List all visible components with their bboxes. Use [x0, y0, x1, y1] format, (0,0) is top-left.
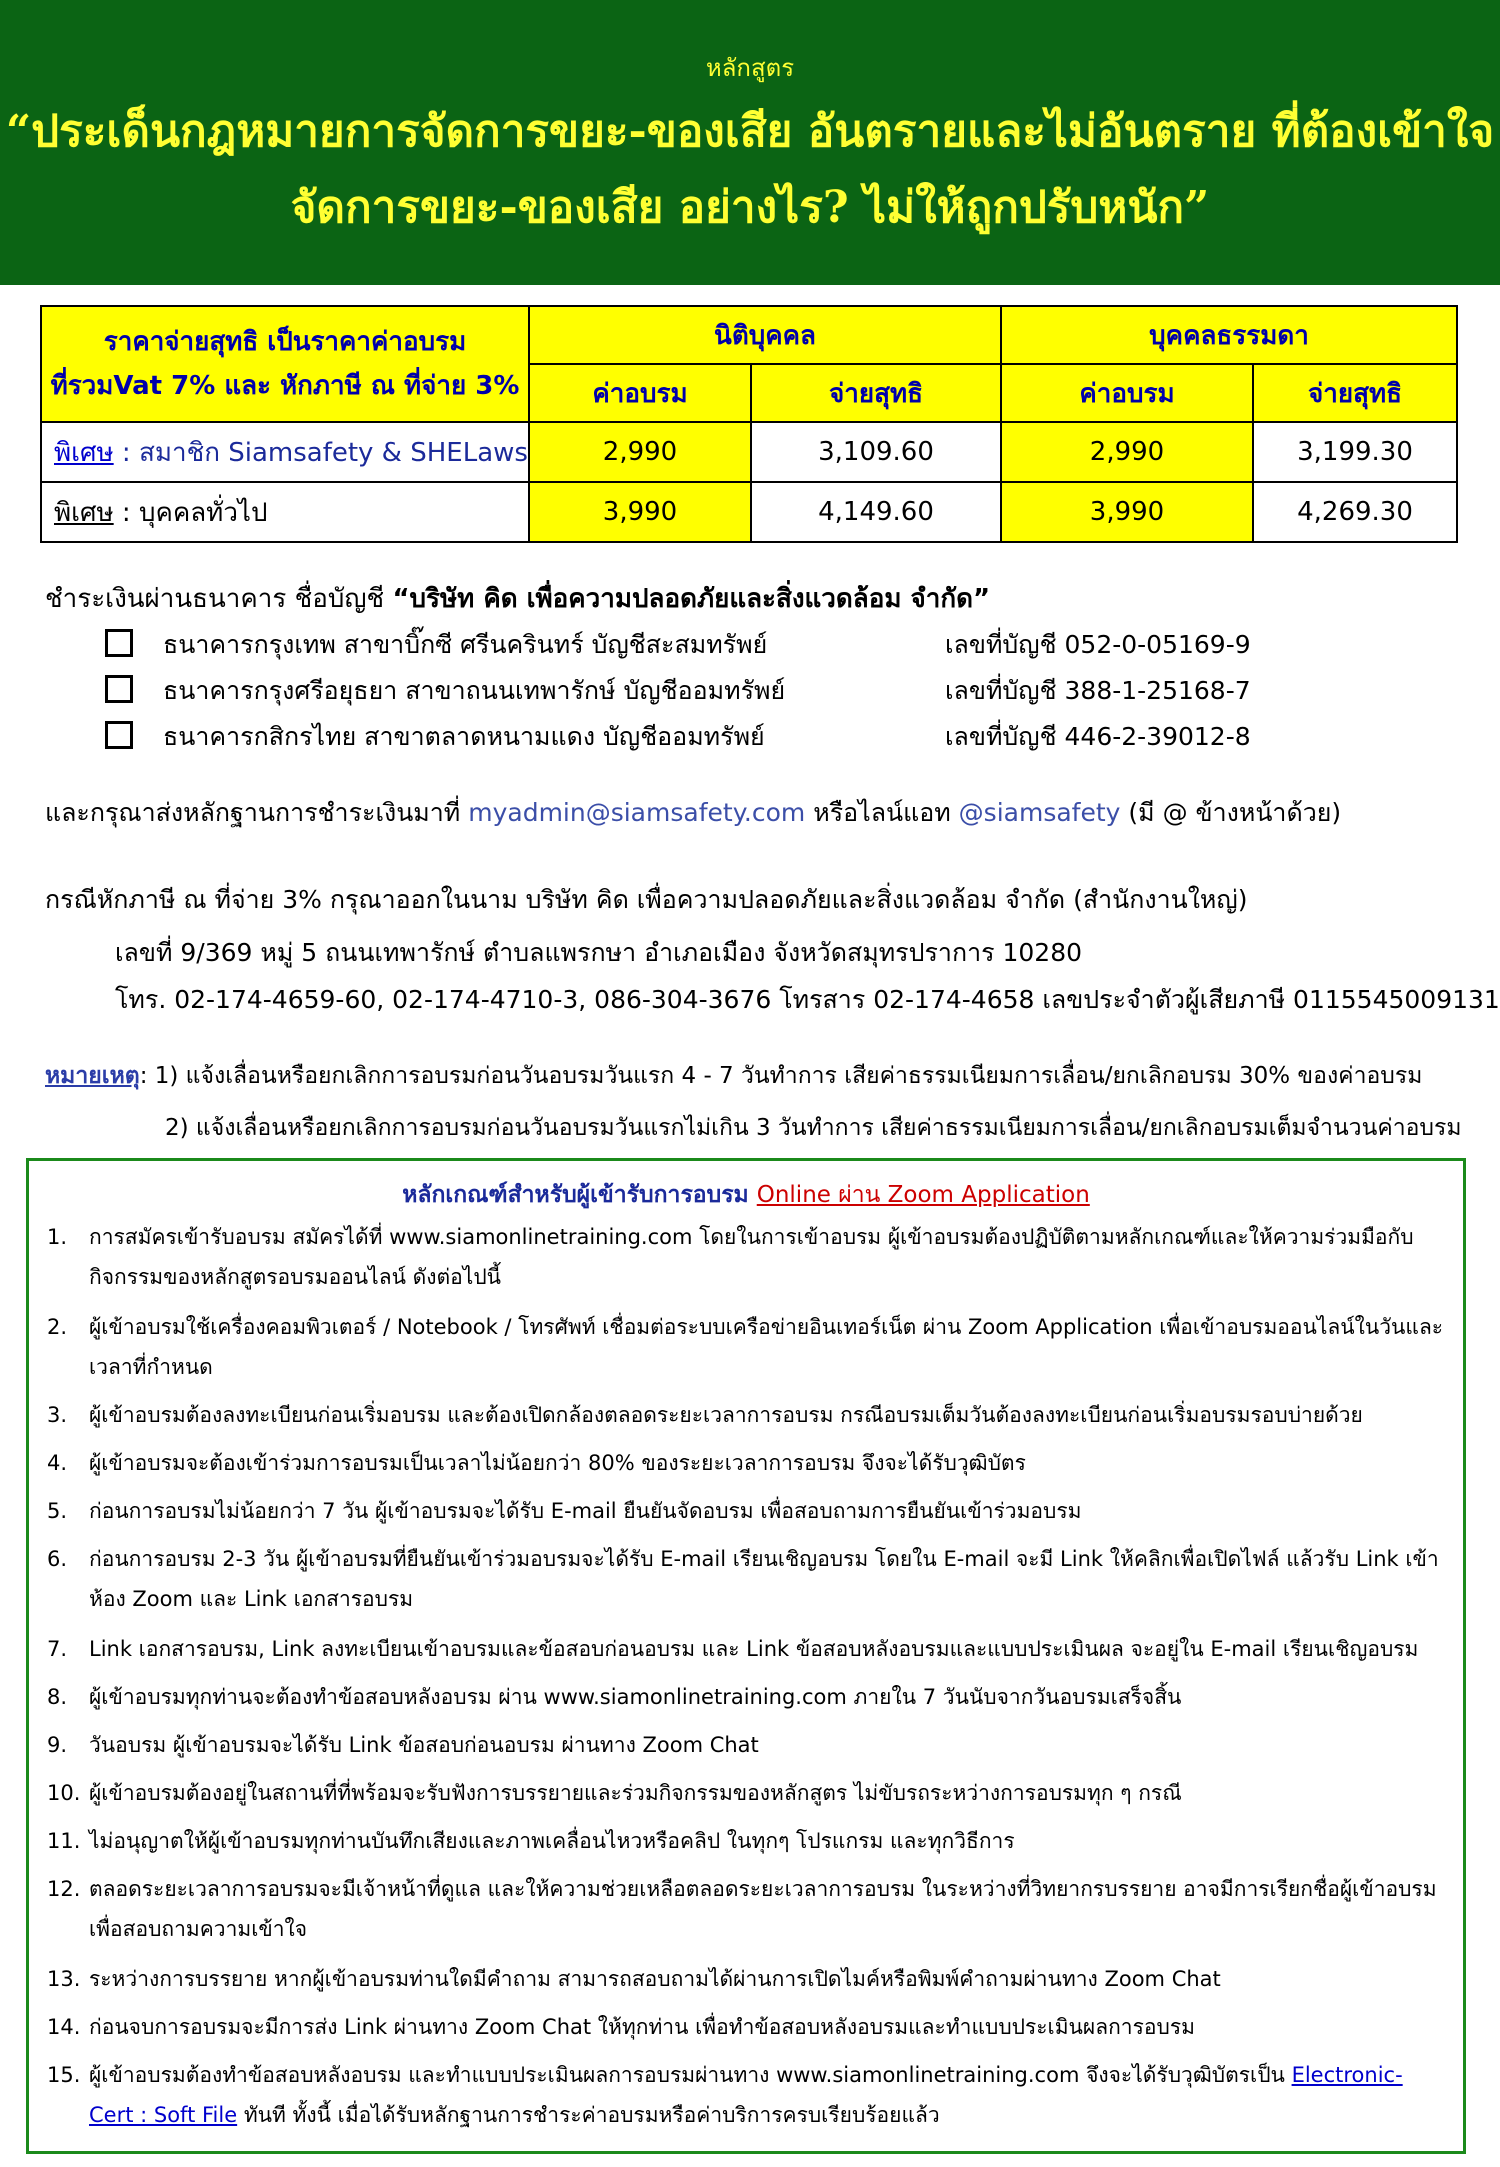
rules-title-text: หลักเกณฑ์สำหรับผู้เข้ารับการอบรม — [402, 1182, 757, 1208]
note-1 — [45, 1058, 1422, 1094]
header-left-line2: ที่รวมVat 7% และ หักภาษี ณ ที่จ่าย 3% — [50, 371, 520, 401]
item-text: ตลอดระยะเวลาการอบรมจะมีเจ้าหน้าที่ดูแล และให้ความช่วยเหลือตลอดระยะเวลาการอบรม ในระหว่างที่วิทยากรบรรยาย อาจมีการเรียกชื่อผู้เข้าอบรมเพื่อสอบถามความเข้าใจ — [89, 1877, 1437, 1941]
checkbox-icon — [105, 721, 133, 749]
group-juristic: นิติบุคคล — [529, 306, 1001, 364]
list-item — [47, 1491, 1447, 1531]
rules-box — [26, 1158, 1466, 2154]
item-text: ก่อนการอบรม 2-3 วัน ผู้เข้าอบรมที่ยืนยันเข้าร่วมอบรมจะได้รับ E-mail เรียนเชิญอบรม โดยใน E-mail จะมี Link ให้คลิกเพื่อเปิดไฟล์ แล้วรับ Link เข้าห้อง Zoom และ Link เอกสารอบรม — [89, 1547, 1439, 1611]
item-text — [89, 2055, 1447, 2135]
ecert-link[interactable]: Electronic-Cert : Soft File — [89, 2063, 1403, 2127]
checkbox-icon — [105, 629, 133, 657]
item-text: ผู้เข้าอบรมทุกท่านจะต้องทำข้อสอบหลังอบรม ผ่าน www.siamonlinetraining.com ภายใน 7 วันนับจากวันอบรมเสร็จสิ้น — [89, 1685, 1182, 1709]
item-text: ผู้เข้าอบรมต้องลงทะเบียนก่อนเริ่มอบรม และต้องเปิดกล้องตลอดระยะเวลาการอบรม กรณีอบรมเต็มวันต้องลงทะเบียนก่อนเริ่มอบรมรอบบ่ายด้วย — [89, 1403, 1363, 1427]
individual-net: 3,199.30 — [1253, 422, 1457, 482]
price-table — [40, 305, 1458, 543]
checkbox-icon — [105, 675, 133, 703]
item-number: 10. — [47, 1781, 81, 1805]
tax-address: เลขที่ 9/369 หมู่ 5 ถนนเทพารักษ์ ตำบลแพรกษา อำเภอเมือง จังหวัดสมุทรปราการ 10280 — [115, 938, 1083, 967]
list-item — [47, 1307, 1447, 1387]
bank-item — [105, 717, 1405, 753]
line-id[interactable]: @siamsafety — [958, 798, 1121, 827]
list-item — [47, 1539, 1447, 1619]
item-text: ระหว่างการบรรยาย หากผู้เข้าอบรมท่านใดมีคำถาม สามารถสอบถามได้ผ่านการเปิดไมค์หรือพิมพ์คำถามผ่านทาง Zoom Chat — [89, 1967, 1221, 1991]
juristic-fee: 2,990 — [529, 422, 751, 482]
list-item — [47, 1725, 1447, 1765]
list-item — [47, 1821, 1447, 1861]
row-label — [41, 422, 529, 482]
individual-fee: 3,990 — [1001, 482, 1253, 542]
course-title-line2: จัดการขยะ-ของเสีย อย่างไร? ไม่ให้ถูกปรับหนัก” — [290, 182, 1210, 233]
item-number: 9. — [47, 1733, 68, 1757]
rules-title — [29, 1177, 1463, 1213]
bank-name: ธนาคารกรุงศรีอยุธยา สาขาถนนเทพารักษ์ บัญชีออมทรัพย์ — [163, 676, 786, 705]
table-row — [41, 482, 1457, 542]
bank-name: ธนาคารกรุงเทพ สาขาบิ๊กซี ศรีนครินทร์ บัญชีสะสมทรัพย์ — [163, 630, 768, 659]
group-individual: บุคคลธรรมดา — [1001, 306, 1457, 364]
bank-name: ธนาคารกสิกรไทย สาขาตลาดหนามแดง บัญชีออมทรัพย์ — [163, 722, 765, 751]
col-net: จ่ายสุทธิ — [1253, 364, 1457, 422]
item-text: Link เอกสารอบรม, Link ลงทะเบียนเข้าอบรมและข้อสอบก่อนอบรม และ Link ข้อสอบหลังอบรมและแบบประเมินผล จะอยู่ใน E-mail เรียนเชิญอบรม — [89, 1637, 1419, 1661]
item-number: 11. — [47, 1829, 81, 1853]
item-number: 4. — [47, 1451, 68, 1475]
list-item — [47, 1443, 1447, 1483]
note-2: 2) แจ้งเลื่อนหรือยกเลิกการอบรมก่อนวันอบรมวันแรกไม่เกิน 3 วันทำการ เสียค่าธรรมเนียมการเลื่อน/ยกเลิกอบรมเต็มจำนวนค่าอบรม — [165, 1115, 1462, 1141]
list-item — [47, 1395, 1447, 1435]
item-text: วันอบรม ผู้เข้าอบรมจะได้รับ Link ข้อสอบก่อนอบรม ผ่านทาง Zoom Chat — [89, 1733, 759, 1757]
list-item — [47, 1629, 1447, 1669]
price-table-header-left — [41, 306, 529, 422]
item-number: 15. — [47, 2063, 81, 2087]
item-number: 5. — [47, 1499, 68, 1523]
payment-evidence — [45, 793, 1341, 833]
item-number: 3. — [47, 1403, 68, 1427]
item-text: ผู้เข้าอบรมจะต้องเข้าร่วมการอบรมเป็นเวลาไม่น้อยกว่า 80% ของระยะเวลาการอบรม จึงจะได้รับวุฒิบัตร — [89, 1451, 1026, 1475]
col-net: จ่ายสุทธิ — [751, 364, 1001, 422]
item-text: ก่อนการอบรมไม่น้อยกว่า 7 วัน ผู้เข้าอบรมจะได้รับ E-mail ยืนยันจัดอบรม เพื่อสอบถามการยืนยันเข้าร่วมอบรม — [89, 1499, 1082, 1523]
course-title-line1: “ประเด็นกฎหมายการจัดการขยะ-ของเสีย อันตรายและไม่อันตราย ที่ต้องเข้าใจ — [5, 106, 1495, 157]
course-kicker: หลักสูตร — [705, 54, 795, 82]
list-item — [47, 1869, 1447, 1949]
list-item — [47, 1677, 1447, 1717]
item-text: ผู้เข้าอบรมใช้เครื่องคอมพิวเตอร์ / Notebook / โทรศัพท์ เชื่อมต่อระบบเครือข่ายอินเทอร์เน็ต ผ่าน Zoom Application เพื่อเข้าอบรมออนไลน์ในวันและเวลาที่กำหนด — [89, 1315, 1444, 1379]
individual-fee: 2,990 — [1001, 422, 1253, 482]
account-name: “บริษัท คิด เพื่อความปลอดภัยและสิ่งแวดล้อม จำกัด” — [392, 584, 991, 614]
header-left-line1: ราคาจ่ายสุทธิ เป็นราคาค่าอบรม — [103, 327, 467, 357]
payment-intro-text: ชำระเงินผ่านธนาคาร ชื่อบัญชี — [45, 584, 393, 614]
item-number: 14. — [47, 2015, 81, 2039]
bank-item — [105, 671, 1405, 707]
tax-phone: โทร. 02-174-4659-60, 02-174-4710-3, 086-304-3676 โทรสาร 02-174-4658 เลขประจำตัวผู้เสียภาษี 0115545009131 — [115, 985, 1500, 1014]
tax-line1: กรณีหักภาษี ณ ที่จ่าย 3% กรุณาออกในนาม บริษัท คิด เพื่อความปลอดภัยและสิ่งแวดล้อม จำกัด (สำนักงานใหญ่) — [45, 885, 1248, 914]
item-text-after: ทันที ทั้งนี้ เมื่อได้รับหลักฐานการชำระค่าอบรมหรือค่าบริการครบเรียบร้อยแล้ว — [237, 2103, 940, 2127]
special-tag: พิเศษ — [54, 437, 114, 468]
item-number: 2. — [47, 1315, 68, 1339]
juristic-net: 3,109.60 — [751, 422, 1001, 482]
row-label — [41, 482, 529, 542]
row-label-text: : สมาชิก Siamsafety & SHELaws — [113, 437, 528, 468]
evidence-suffix: (มี @ ข้างหน้าด้วย) — [1120, 798, 1342, 827]
col-fee: ค่าอบรม — [529, 364, 751, 422]
email-link[interactable]: myadmin@siamsafety.com — [468, 798, 806, 827]
item-number: 13. — [47, 1967, 81, 1991]
bank-account: เลขที่บัญชี 446-2-39012-8 — [945, 722, 1251, 751]
list-item — [47, 1959, 1447, 1999]
special-tag: พิเศษ — [54, 497, 114, 528]
row-label-text: : บุคคลทั่วไป — [113, 497, 268, 528]
item-number: 12. — [47, 1877, 81, 1901]
list-item — [47, 2055, 1447, 2135]
item-number: 1. — [47, 1225, 68, 1249]
list-item — [47, 2007, 1447, 2047]
item-number: 8. — [47, 1685, 68, 1709]
item-text-before: ผู้เข้าอบรมต้องทำข้อสอบหลังอบรม และทำแบบประเมินผลการอบรมผ่านทาง www.siamonlinetraining.com จึงจะได้รับวุฒิบัตรเป็น — [89, 2063, 1292, 2087]
bank-account: เลขที่บัญชี 388-1-25168-7 — [945, 676, 1251, 705]
col-fee: ค่าอบรม — [1001, 364, 1253, 422]
course-header — [0, 0, 1500, 285]
list-item — [47, 1773, 1447, 1813]
item-text: ไม่อนุญาตให้ผู้เข้าอบรมทุกท่านบันทึกเสียงและภาพเคลื่อนไหวหรือคลิป ในทุกๆ โปรแกรม และทุกวิธีการ — [89, 1829, 1015, 1853]
item-text: การสมัครเข้ารับอบรม สมัครได้ที่ www.siamonlinetraining.com โดยในการเข้าอบรม ผู้เข้าอบรมต้องปฏิบัติตามหลักเกณฑ์และให้ความร่วมมือกับกิจกรรมของหลักสูตรอบรมออนไลน์ ดังต่อไปนี้ — [89, 1225, 1414, 1289]
item-number: 6. — [47, 1547, 68, 1571]
evidence-mid: หรือไลน์แอท — [805, 798, 959, 827]
note-label: หมายเหตุ — [45, 1063, 140, 1089]
item-text: ก่อนจบการอบรมจะมีการส่ง Link ผ่านทาง Zoom Chat ให้ทุกท่าน เพื่อทำข้อสอบหลังอบรมและทำแบบประเมินผลการอบรม — [89, 2015, 1195, 2039]
table-row — [41, 422, 1457, 482]
note-1-text: : 1) แจ้งเลื่อนหรือยกเลิกการอบรมก่อนวันอบรมวันแรก 4 - 7 วันทำการ เสียค่าธรรมเนียมการเลื่อน/ยกเลิกอบรม 30% ของค่าอบรม — [139, 1063, 1423, 1089]
bank-account: เลขที่บัญชี 052-0-05169-9 — [945, 630, 1251, 659]
juristic-fee: 3,990 — [529, 482, 751, 542]
item-number: 7. — [47, 1637, 68, 1661]
rules-title-highlight: Online ผ่าน Zoom Application — [756, 1182, 1090, 1208]
payment-intro — [45, 578, 990, 619]
item-text: ผู้เข้าอบรมต้องอยู่ในสถานที่ที่พร้อมจะรับฟังการบรรยายและร่วมกิจกรรมของหลักสูตร ไม่ขับรถระหว่างการอบรมทุก ๆ กรณี — [89, 1781, 1182, 1805]
list-item — [47, 1217, 1447, 1297]
evidence-prefix: และกรุณาส่งหลักฐานการชำระเงินมาที่ — [45, 798, 469, 827]
bank-item — [105, 625, 1405, 661]
individual-net: 4,269.30 — [1253, 482, 1457, 542]
juristic-net: 4,149.60 — [751, 482, 1001, 542]
